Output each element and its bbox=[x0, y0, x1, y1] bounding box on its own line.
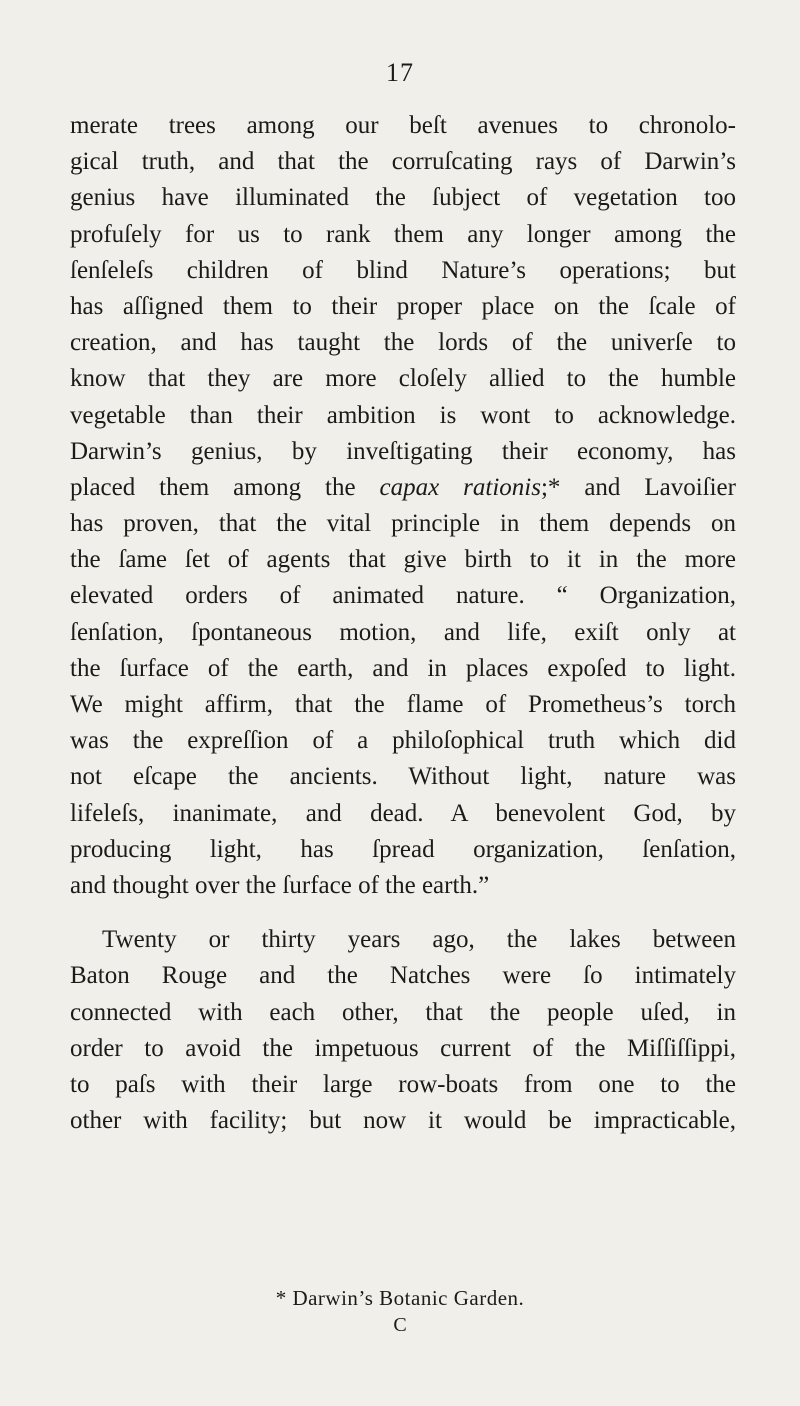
text-line: Baton Rouge and the Natches were ſo intimately bbox=[70, 962, 736, 990]
text-line: Darwin’s genius, by inveſtigating their economy, has bbox=[70, 437, 736, 465]
italic-phrase: capax rationis bbox=[379, 473, 541, 501]
text-line: the ſurface of the earth, and in places expoſed to light. bbox=[70, 654, 736, 682]
text-line: order to avoid the impetuous current of the Miſſiſſippi, bbox=[70, 1034, 736, 1062]
text-segment: ;* and Lavoiſier bbox=[540, 473, 736, 501]
signature-mark: C bbox=[393, 1314, 407, 1336]
paragraph bbox=[70, 108, 736, 904]
text-line: the ſame ſet of agents that give birth to it in the more bbox=[70, 546, 736, 574]
text-line: to paſs with their large row-boats from one to the bbox=[70, 1070, 736, 1098]
body-text bbox=[70, 108, 736, 1139]
text-line: genius have illuminated the ſubject of vegetation too bbox=[70, 184, 736, 212]
text-line: was the expreſſion of a philoſophical truth which did bbox=[70, 727, 736, 755]
paragraph-gap bbox=[70, 904, 736, 922]
text-line: elevated orders of animated nature. “ Organization, bbox=[70, 582, 736, 610]
text-line: vegetable than their ambition is wont to acknowledge. bbox=[70, 401, 736, 429]
text-line: lifeleſs, inanimate, and dead. A benevolent God, by bbox=[70, 799, 736, 827]
text-line: producing light, has ſpread organization, ſenſation, bbox=[70, 835, 736, 863]
text-line: Twenty or thirty years ago, the lakes between bbox=[102, 926, 736, 954]
text-line: gical truth, and that the corruſcating rays of Darwin’s bbox=[70, 148, 736, 176]
text-line: and thought over the ſurface of the earth.” bbox=[70, 871, 490, 899]
text-line: has proven, that the vital principle in them depends on bbox=[70, 510, 736, 538]
text-line: not eſcape the ancients. Without light, nature was bbox=[70, 763, 736, 791]
text-segment: placed them among the bbox=[70, 473, 380, 501]
page-number: 17 bbox=[386, 58, 414, 87]
text-line: ſenſation, ſpontaneous motion, and life, exiſt only at bbox=[70, 618, 736, 646]
text-line: profuſely for us to rank them any longer among the bbox=[70, 220, 736, 248]
text-line: ſenſeleſs children of blind Nature’s operations; but bbox=[70, 256, 736, 284]
text-line: We might affirm, that the flame of Prometheus’s torch bbox=[70, 691, 736, 718]
paragraph bbox=[70, 922, 736, 1139]
text-line: other with facility; but now it would be impracticable, bbox=[70, 1107, 736, 1135]
text-line: know that they are more cloſely allied to the humble bbox=[70, 365, 736, 393]
text-line: has aſſigned them to their proper place on the ſcale of bbox=[70, 292, 736, 320]
text-line: connected with each other, that the people uſed, in bbox=[70, 998, 736, 1026]
text-line: merate trees among our beſt avenues to chronolo- bbox=[70, 112, 736, 139]
text-line: creation, and has taught the lords of the univerſe to bbox=[70, 329, 736, 357]
text-line bbox=[70, 470, 736, 506]
footnote: * Darwin’s Botanic Garden. bbox=[275, 1286, 525, 1310]
